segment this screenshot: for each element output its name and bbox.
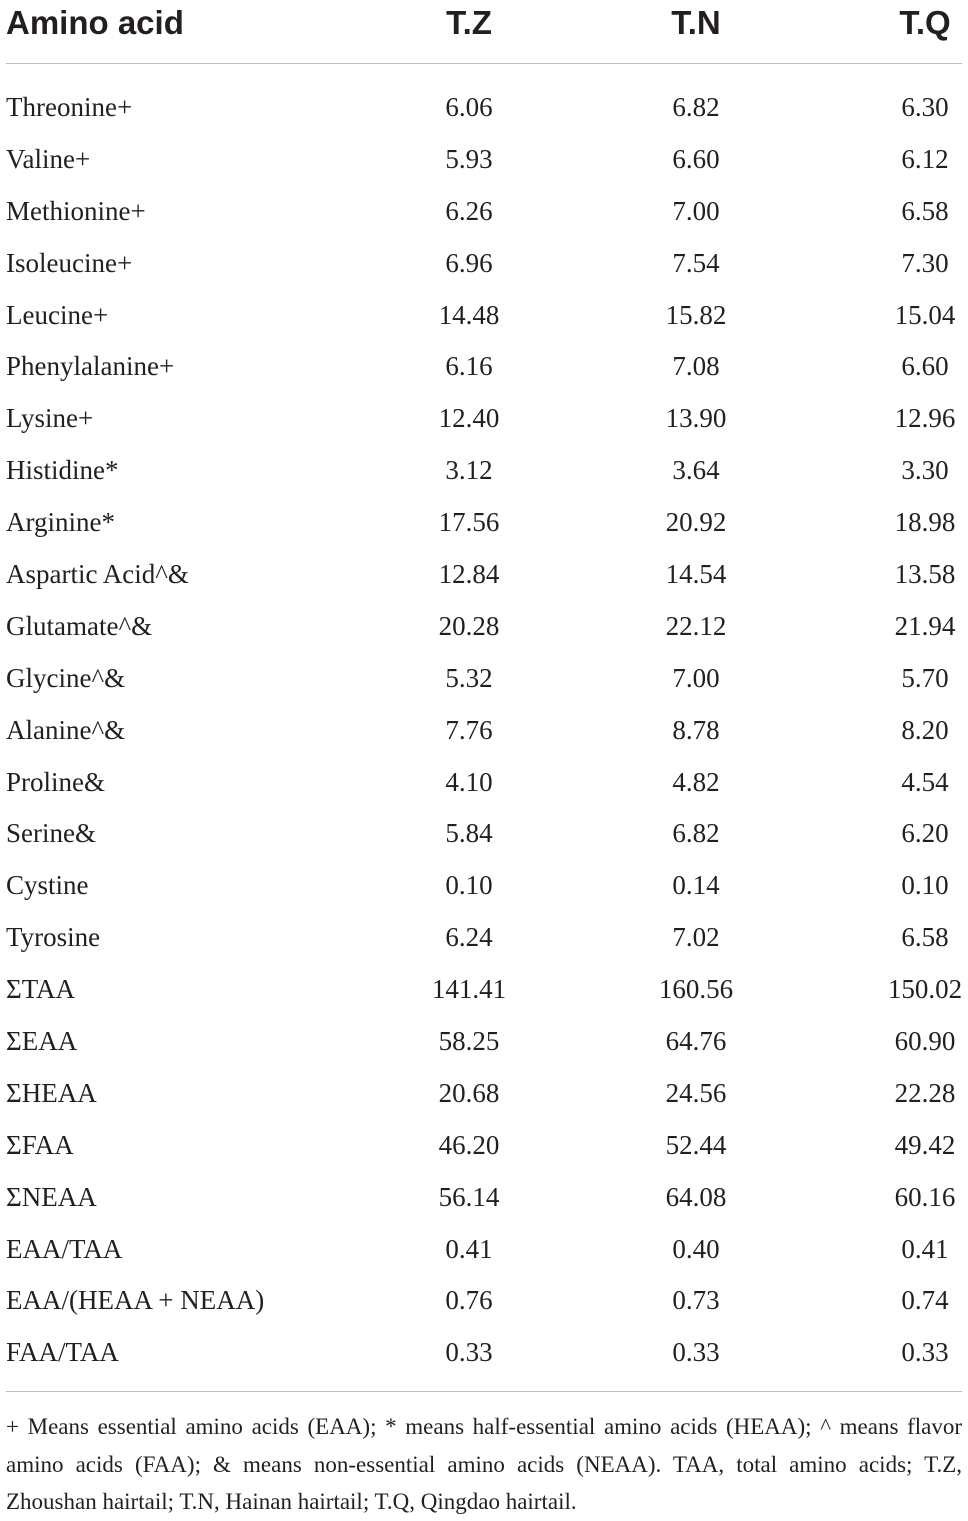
tn-value: 20.92 — [665, 507, 727, 538]
tz-value: 6.06 — [445, 92, 493, 122]
tq-value: 0.10 — [901, 870, 949, 901]
tn-value: 0.73 — [672, 1285, 720, 1316]
amino-acid-name: Methionine+ — [6, 195, 146, 226]
table-row — [0, 186, 968, 238]
tz-value: 46.20 — [438, 1129, 500, 1160]
table-row — [0, 757, 968, 809]
amino-acid-name: Serine& — [6, 818, 96, 849]
tq-value: 22.28 — [894, 1077, 956, 1108]
amino-acid-name: Valine+ — [6, 143, 91, 174]
tz-value: 12.40 — [438, 403, 500, 434]
tz-value: 12.84 — [438, 559, 500, 590]
amino-acid-name: Histidine* — [6, 455, 119, 486]
tn-value: 15.82 — [665, 299, 727, 330]
amino-acid-name: EAA/TAA — [6, 1233, 123, 1264]
header-tq: T.Q — [899, 4, 951, 41]
header-divider — [6, 63, 962, 64]
tq-value: 12.96 — [894, 403, 956, 434]
tz-value: 20.28 — [438, 610, 500, 641]
tz-value: 56.14 — [438, 1181, 500, 1212]
tz-value: 58.25 — [438, 1026, 500, 1057]
amino-acid-name: Threonine+ — [6, 92, 133, 122]
amino-acid-name: Proline& — [6, 766, 105, 797]
tq-value: 6.60 — [901, 351, 949, 382]
tq-value: 0.41 — [901, 1233, 949, 1264]
table-row — [0, 964, 968, 1016]
amino-acid-name: Aspartic Acid^& — [6, 559, 189, 590]
tz-value: 5.84 — [445, 818, 493, 849]
tn-value: 14.54 — [665, 559, 727, 590]
tz-value: 14.48 — [438, 299, 500, 330]
amino-acid-name: Leucine+ — [6, 299, 109, 330]
amino-acid-name: EAA/(HEAA + NEAA) — [6, 1285, 265, 1316]
tn-value: 0.14 — [672, 870, 720, 901]
tn-value: 7.00 — [672, 662, 720, 693]
tq-value: 150.02 — [887, 974, 963, 1005]
table-row — [0, 393, 968, 445]
tn-value: 7.00 — [672, 195, 720, 226]
table-row — [0, 808, 968, 860]
tn-value: 160.56 — [658, 974, 734, 1005]
tn-value: 4.82 — [672, 766, 720, 797]
tq-value: 6.12 — [901, 143, 949, 174]
tq-value: 6.20 — [901, 818, 949, 849]
tn-value: 13.90 — [665, 403, 727, 434]
tn-value: 7.08 — [672, 351, 720, 382]
header-tn: T.N — [671, 4, 721, 41]
table-row — [0, 653, 968, 705]
tq-value: 60.16 — [894, 1181, 956, 1212]
tz-value: 4.10 — [445, 766, 493, 797]
tz-value: 6.96 — [445, 247, 493, 278]
tz-value: 7.76 — [445, 714, 493, 745]
table-row — [0, 497, 968, 549]
tn-value: 64.08 — [665, 1181, 727, 1212]
tq-value: 8.20 — [901, 714, 949, 745]
amino-acid-name: Lysine+ — [6, 403, 94, 434]
table-row — [0, 1172, 968, 1224]
tq-value: 6.58 — [901, 195, 949, 226]
table-row — [0, 601, 968, 653]
amino-acid-name: FAA/TAA — [6, 1337, 119, 1368]
tn-value: 3.64 — [672, 455, 720, 486]
tn-value: 22.12 — [665, 610, 727, 641]
tz-value: 17.56 — [438, 507, 500, 538]
amino-acid-name: ΣFAA — [6, 1129, 74, 1160]
tq-value: 6.30 — [901, 92, 949, 122]
table-row — [0, 445, 968, 497]
tq-value: 0.74 — [901, 1285, 949, 1316]
amino-acid-name: ΣTAA — [6, 974, 76, 1005]
tz-value: 0.41 — [445, 1233, 493, 1264]
table-row — [0, 238, 968, 290]
tz-value: 5.93 — [445, 143, 493, 174]
tz-value: 3.12 — [445, 455, 493, 486]
tn-value: 6.82 — [672, 818, 720, 849]
tq-value: 3.30 — [901, 455, 949, 486]
amino-acid-name: ΣHEAA — [6, 1077, 97, 1108]
tq-value: 18.98 — [894, 507, 956, 538]
tq-value: 4.54 — [901, 766, 949, 797]
table-bottom-divider — [6, 1391, 962, 1392]
tz-value: 5.32 — [445, 662, 493, 693]
table-footnote: + Means essential amino acids (EAA); * means half-essential amino acids (HEAA); ^ means flavor amino acids (FAA); & means non-essential amino acids (NEAA). TAA, total amino acids; T.Z, Zhoushan hairtail; T.N, Hainan hairtail; T.Q, Qingdao hairtail. — [6, 1414, 962, 1514]
amino-acid-name: Arginine* — [6, 507, 115, 538]
tn-value: 8.78 — [672, 714, 720, 745]
tn-value: 7.02 — [672, 922, 720, 953]
tq-value: 7.30 — [901, 247, 949, 278]
tq-value: 0.33 — [901, 1337, 949, 1368]
amino-acid-name: Phenylalanine+ — [6, 351, 175, 382]
amino-acid-name: Cystine — [6, 870, 89, 901]
tq-value: 21.94 — [894, 610, 956, 641]
table-row — [0, 1120, 968, 1172]
tz-value: 0.33 — [445, 1337, 493, 1368]
table-row — [0, 705, 968, 757]
tq-value: 6.58 — [901, 922, 949, 953]
table-row — [0, 1016, 968, 1068]
tn-value: 6.82 — [672, 92, 720, 122]
table-row — [0, 1327, 968, 1379]
tz-value: 0.76 — [445, 1285, 493, 1316]
tn-value: 0.40 — [672, 1233, 720, 1264]
table-header-row — [0, 0, 968, 46]
table-row — [0, 1275, 968, 1327]
tn-value: 7.54 — [672, 247, 720, 278]
header-amino-acid: Amino acid — [6, 4, 184, 41]
tz-value: 6.26 — [445, 195, 493, 226]
tq-value: 60.90 — [894, 1026, 956, 1057]
tn-value: 64.76 — [665, 1026, 727, 1057]
amino-acid-name: Alanine^& — [6, 714, 126, 745]
table-row — [0, 290, 968, 342]
tz-value: 6.16 — [445, 351, 493, 382]
tq-value: 13.58 — [894, 559, 956, 590]
amino-acid-name: ΣNEAA — [6, 1181, 97, 1212]
tq-value: 15.04 — [894, 299, 956, 330]
table-row — [0, 1068, 968, 1120]
table-row — [0, 82, 968, 134]
tz-value: 6.24 — [445, 922, 493, 953]
amino-acid-name: ΣEAA — [6, 1026, 78, 1057]
tq-value: 5.70 — [901, 662, 949, 693]
tn-value: 0.33 — [672, 1337, 720, 1368]
table-row — [0, 1224, 968, 1276]
amino-acid-name: Glutamate^& — [6, 610, 153, 641]
table-row — [0, 549, 968, 601]
tq-value: 49.42 — [894, 1129, 956, 1160]
tz-value: 20.68 — [438, 1077, 500, 1108]
table-row — [0, 341, 968, 393]
table-row — [0, 860, 968, 912]
tz-value: 141.41 — [431, 974, 507, 1005]
table-row — [0, 912, 968, 964]
amino-acid-name: Isoleucine+ — [6, 247, 133, 278]
tn-value: 52.44 — [665, 1129, 727, 1160]
amino-acid-name: Tyrosine — [6, 922, 101, 953]
table-body — [0, 82, 968, 1379]
table-row — [0, 134, 968, 186]
tn-value: 6.60 — [672, 143, 720, 174]
tz-value: 0.10 — [445, 870, 493, 901]
header-tz: T.Z — [446, 4, 492, 41]
tn-value: 24.56 — [665, 1077, 727, 1108]
amino-acid-name: Glycine^& — [6, 662, 126, 693]
